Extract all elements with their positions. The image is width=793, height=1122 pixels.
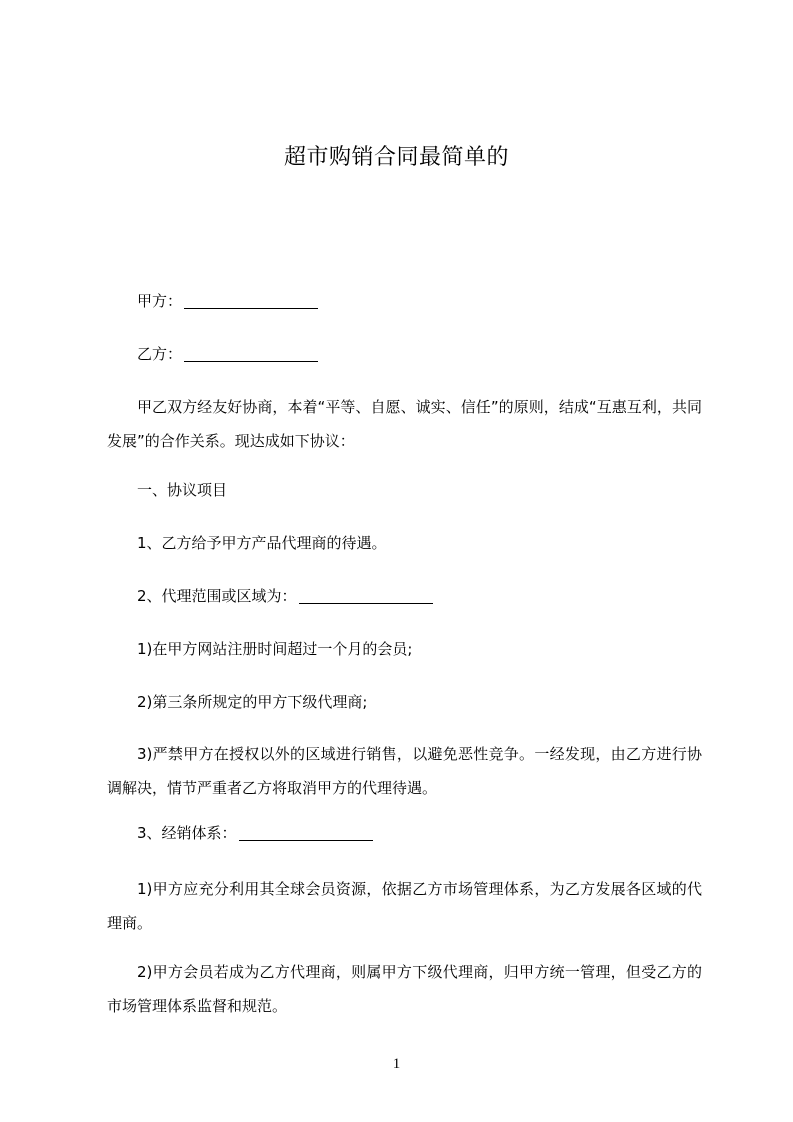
item2-line xyxy=(107,579,702,613)
document-title: 超市购销合同最简单的 xyxy=(283,145,509,170)
item3-label: 3、经销体系： xyxy=(137,824,237,842)
item2-sub3-paragraph: 3)严禁甲方在授权以外的区域进行销售，以避免恶性竞争。一经发现，由乙方进行协调解决，情节严重者乙方将取消甲方的代理待遇。 xyxy=(107,745,702,797)
item3-sub1-paragraph: 1)甲方应充分利用其全球会员资源，依据乙方市场管理体系，为乙方发展各区域的代理商。 xyxy=(107,880,702,932)
party-b-line xyxy=(107,337,702,371)
item3-sub2-paragraph: 2)甲方会员若成为乙方代理商，则属甲方下级代理商，归甲方统一管理，但受乙方的市场管理体系监督和规范。 xyxy=(107,963,702,1015)
item2-blank xyxy=(299,589,433,604)
item3-line xyxy=(107,816,702,850)
intro-paragraph: 甲乙双方经友好协商，本着“平等、自愿、诚实、信任”的原则，结成“互惠互利，共同发展”的合作关系。现达成如下协议： xyxy=(107,398,702,450)
item2-sub2-text: 2)第三条所规定的甲方下级代理商; xyxy=(137,693,368,711)
party-a-line xyxy=(107,284,702,318)
item3-blank xyxy=(239,826,373,841)
party-a-blank xyxy=(184,294,318,309)
item2-sub1-line xyxy=(107,632,702,666)
party-b-blank xyxy=(184,347,318,362)
item1-text: 1、乙方给予甲方产品代理商的待遇。 xyxy=(137,534,387,552)
item1-line xyxy=(107,526,702,560)
section1-heading-line xyxy=(107,473,702,507)
party-b-label: 乙方： xyxy=(137,345,183,363)
page-number: 1 xyxy=(392,1056,401,1072)
item2-label: 2、代理范围或区域为： xyxy=(137,587,297,605)
section1-heading: 一、协议项目 xyxy=(137,481,228,499)
item2-sub1-text: 1)在甲方网站注册时间超过一个月的会员; xyxy=(137,640,413,658)
party-a-label: 甲方： xyxy=(137,292,183,310)
item2-sub2-line xyxy=(107,685,702,719)
